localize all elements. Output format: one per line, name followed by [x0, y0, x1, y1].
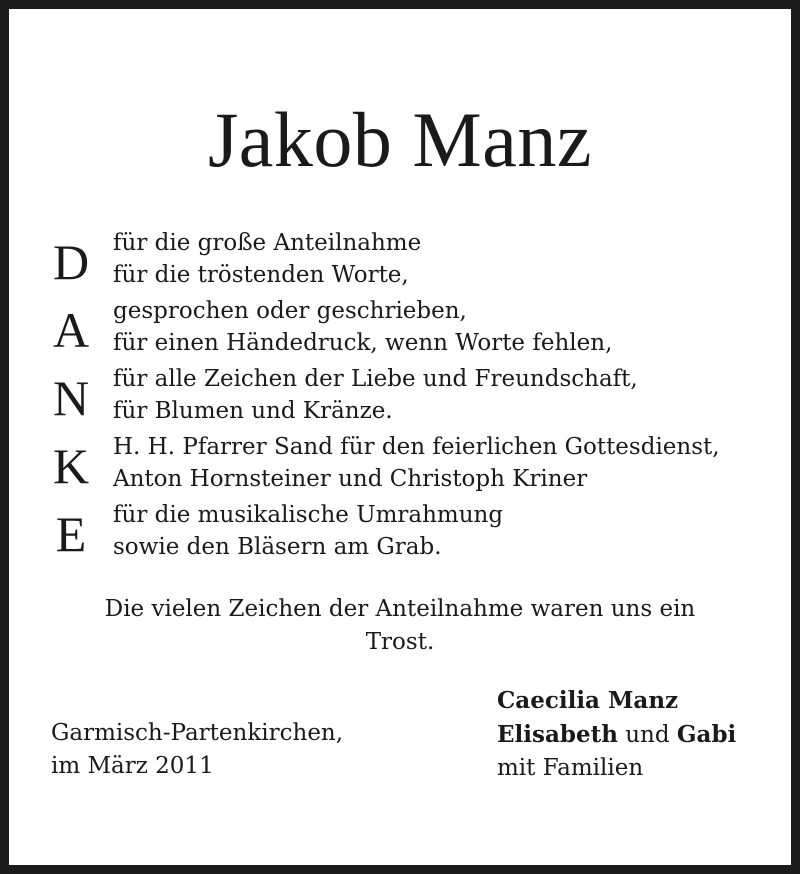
danke-line: für die große Anteilnahme — [113, 230, 422, 256]
danke-lines — [113, 499, 503, 563]
danke-line: für einen Händedruck, wenn Worte fehlen, — [113, 330, 613, 356]
danke-row-n — [49, 359, 769, 427]
danke-line: für die musikalische Umrahmung — [113, 502, 504, 528]
danke-row-d — [49, 223, 769, 291]
place-date — [51, 717, 343, 783]
danke-line: für Blumen und Kränze. — [113, 398, 393, 424]
closing-text — [69, 593, 731, 659]
danke-lines — [113, 363, 638, 427]
signers — [497, 684, 736, 785]
danke-line: H. H. Pfarrer Sand für den feierlichen Gottesdienst, — [113, 434, 720, 460]
danke-row-k — [49, 427, 769, 495]
danke-line: für alle Zeichen der Liebe und Freundschaft, — [113, 366, 638, 392]
danke-line: für die tröstenden Worte, — [113, 262, 409, 288]
notice-title: Jakob Manz — [207, 96, 593, 183]
danke-letter: N — [52, 370, 90, 426]
signer-name: Elisabeth — [497, 721, 618, 748]
danke-line: gesprochen oder geschrieben, — [113, 298, 467, 324]
danke-lines — [113, 431, 720, 495]
danke-letter: A — [52, 302, 90, 358]
danke-letter: K — [52, 438, 90, 494]
closing-line: Die vielen Zeichen der Anteilnahme waren uns ein — [104, 596, 696, 622]
danke-line: sowie den Bläsern am Grab. — [113, 534, 442, 560]
place-line: Garmisch-Partenkirchen, — [51, 720, 344, 746]
signer-connector: und — [625, 722, 670, 748]
danke-lines — [113, 227, 421, 291]
signer-name: Caecilia Manz — [497, 687, 679, 714]
danke-lines — [113, 295, 612, 359]
danke-letter: D — [52, 234, 90, 290]
signer-suffix: mit Familien — [497, 755, 644, 781]
date-line: im März 2011 — [51, 753, 214, 779]
danke-line: Anton Hornsteiner und Christoph Kriner — [113, 466, 588, 492]
danke-row-e — [49, 495, 769, 563]
danke-row-a — [49, 291, 769, 359]
closing-line: Trost. — [365, 629, 435, 655]
signer-name: Gabi — [676, 721, 737, 748]
danke-letter: E — [55, 506, 87, 562]
danke-block — [49, 223, 769, 563]
